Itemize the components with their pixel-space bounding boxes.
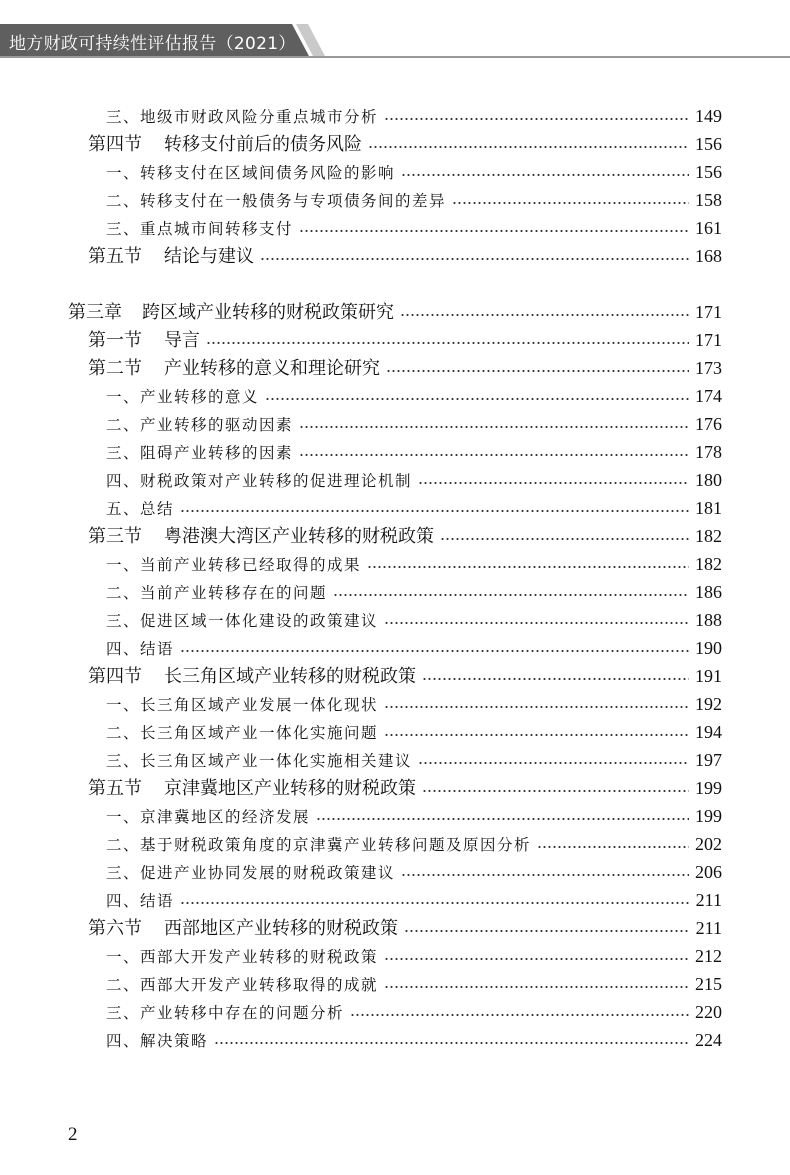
toc-entry-label: 四、结语	[106, 892, 175, 910]
dot-leader	[368, 146, 689, 148]
toc-entry-item	[0, 942, 790, 970]
toc-entry-item	[0, 634, 790, 662]
toc-entry-item	[0, 886, 790, 914]
toc-entry-title	[68, 299, 394, 327]
toc-entry-page: 206	[695, 862, 722, 882]
dot-leader	[180, 902, 690, 904]
toc-entry-label: 三、促进区域一体化建设的政策建议	[106, 612, 379, 630]
toc-entry-item	[0, 998, 790, 1026]
toc-entry-page: 194	[695, 722, 722, 742]
toc-entry-item	[0, 102, 790, 130]
dot-leader	[418, 482, 689, 484]
toc-entry-label: 跨区域产业转移的财税政策研究	[142, 302, 394, 323]
toc-entry-page: 211	[695, 890, 722, 910]
toc-entry-page: 211	[695, 918, 722, 938]
toc-entry-page: 171	[695, 330, 722, 350]
toc-entry-item	[0, 690, 790, 718]
dot-leader	[265, 398, 689, 400]
toc-entry-page: 197	[695, 750, 722, 770]
toc-entry-title	[106, 495, 174, 523]
dot-leader	[180, 510, 689, 512]
dot-leader	[384, 118, 689, 120]
toc-entry-page: 188	[695, 610, 722, 630]
toc-entry-number: 第四节	[88, 666, 142, 687]
toc-entry-label: 二、长三角区域产业一体化实施问题	[106, 724, 379, 742]
page-number: 2	[68, 1124, 78, 1145]
toc-entry-page: 212	[695, 946, 722, 966]
toc-entry-label: 一、当前产业转移已经取得的成果	[106, 556, 362, 574]
dot-leader	[367, 566, 689, 568]
toc-entry-title	[106, 1027, 208, 1055]
toc-entry-label: 二、基于财税政策角度的京津冀产业转移问题及原因分析	[106, 836, 532, 854]
toc-entry-title	[88, 915, 398, 943]
toc-entry-label: 五、总结	[106, 500, 175, 518]
toc-entry-label: 长三角区域产业转移的财税政策	[164, 666, 416, 687]
toc-entry-label: 三、产业转移中存在的问题分析	[106, 1004, 345, 1022]
toc-entry-number: 第三节	[88, 526, 142, 547]
dot-leader	[316, 818, 689, 820]
toc-entry-page: 178	[695, 442, 722, 462]
toc-entry-title	[106, 943, 378, 971]
toc-entry-section	[0, 354, 790, 382]
toc-entry-label: 四、结语	[106, 640, 175, 658]
toc-entry-label: 四、财税政策对产业转移的促进理论机制	[106, 472, 413, 490]
dot-leader	[404, 930, 690, 932]
toc-entry-title	[88, 663, 416, 691]
toc-entry-item	[0, 1026, 790, 1054]
toc-entry-title	[88, 523, 434, 551]
dot-leader	[299, 454, 689, 456]
dot-leader	[384, 622, 689, 624]
table-of-contents	[0, 102, 790, 1054]
toc-entry-page: 220	[695, 1002, 722, 1022]
toc-entry-item	[0, 970, 790, 998]
toc-entry-page: 158	[695, 190, 722, 210]
toc-entry-page: 168	[695, 246, 722, 266]
toc-entry-page: 182	[695, 526, 722, 546]
toc-entry-title	[106, 719, 378, 747]
toc-entry-page: 156	[695, 134, 722, 154]
toc-entry-number: 第六节	[88, 918, 142, 939]
toc-entry-page: 161	[695, 218, 722, 238]
toc-entry-section	[0, 326, 790, 354]
toc-entry-item	[0, 158, 790, 186]
toc-entry-label: 三、长三角区域产业一体化实施相关建议	[106, 752, 413, 770]
toc-entry-item	[0, 550, 790, 578]
toc-entry-label: 二、产业转移的驱动因素	[106, 416, 294, 434]
toc-entry-number: 第三章	[68, 302, 122, 323]
toc-entry-label: 一、产业转移的意义	[106, 388, 260, 406]
toc-entry-title	[106, 467, 412, 495]
toc-entry-item	[0, 746, 790, 774]
toc-entry-page: 156	[695, 162, 722, 182]
toc-entry-item	[0, 858, 790, 886]
toc-entry-title	[106, 607, 378, 635]
toc-entry-page: 190	[695, 638, 722, 658]
running-header-title: 地方财政可持续性评估报告（2021）	[9, 34, 296, 54]
toc-entry-label: 一、长三角区域产业发展一体化现状	[106, 696, 379, 714]
toc-entry-page: 171	[695, 302, 722, 322]
toc-entry-number: 第五节	[88, 246, 142, 267]
dot-leader	[440, 538, 689, 540]
toc-entry-item	[0, 606, 790, 634]
toc-entry-title	[106, 187, 446, 215]
toc-entry-item	[0, 802, 790, 830]
toc-entry-item	[0, 186, 790, 214]
toc-entry-page: 191	[695, 666, 722, 686]
toc-entry-item	[0, 438, 790, 466]
toc-entry-title	[106, 887, 174, 915]
toc-entry-title	[106, 439, 293, 467]
toc-entry-number: 第五节	[88, 778, 142, 799]
toc-entry-title	[106, 551, 361, 579]
dot-leader	[206, 342, 689, 344]
toc-entry-page: 180	[695, 470, 722, 490]
toc-entry-title	[106, 579, 327, 607]
toc-entry-page: 182	[695, 554, 722, 574]
toc-entry-number: 第二节	[88, 358, 142, 379]
dot-leader	[422, 790, 689, 792]
toc-entry-item	[0, 410, 790, 438]
toc-entry-label: 西部地区产业转移的财税政策	[164, 918, 398, 939]
toc-entry-title	[106, 635, 174, 663]
toc-entry-title	[88, 243, 254, 271]
toc-entry-number: 第四节	[88, 134, 142, 155]
toc-entry-section	[0, 774, 790, 802]
dot-leader	[350, 1014, 689, 1016]
toc-entry-label: 转移支付前后的债务风险	[164, 134, 362, 155]
toc-entry-section	[0, 522, 790, 550]
dot-leader	[418, 762, 689, 764]
dot-leader	[422, 678, 689, 680]
toc-entry-label: 四、解决策略	[106, 1032, 209, 1050]
toc-entry-section	[0, 914, 790, 942]
toc-entry-item	[0, 718, 790, 746]
toc-entry-label: 三、阻碍产业转移的因素	[106, 444, 294, 462]
dot-leader	[333, 594, 689, 596]
toc-entry-title	[106, 159, 395, 187]
toc-entry-label: 一、京津冀地区的经济发展	[106, 808, 311, 826]
toc-entry-item	[0, 214, 790, 242]
toc-entry-page: 215	[695, 974, 722, 994]
toc-entry-label: 二、转移支付在一般债务与专项债务间的差异	[106, 192, 447, 210]
toc-entry-label: 导言	[164, 330, 200, 351]
toc-entry-label: 一、西部大开发产业转移的财税政策	[106, 948, 379, 966]
toc-entry-title	[106, 999, 344, 1027]
toc-entry-label: 粤港澳大湾区产业转移的财税政策	[164, 526, 434, 547]
toc-entry-item	[0, 466, 790, 494]
toc-entry-item	[0, 578, 790, 606]
dot-leader	[260, 258, 689, 260]
toc-entry-label: 二、西部大开发产业转移取得的成就	[106, 976, 379, 994]
dot-leader	[384, 958, 689, 960]
toc-entry-title	[106, 803, 310, 831]
toc-entry-item	[0, 494, 790, 522]
dot-leader	[452, 202, 689, 204]
toc-entry-label: 一、转移支付在区域间债务风险的影响	[106, 164, 396, 182]
toc-entry-item	[0, 830, 790, 858]
toc-entry-title	[88, 327, 200, 355]
toc-entry-page: 186	[695, 582, 722, 602]
dot-leader	[386, 370, 689, 372]
toc-entry-item	[0, 382, 790, 410]
dot-leader	[299, 426, 689, 428]
toc-entry-section	[0, 662, 790, 690]
toc-entry-page: 224	[695, 1030, 722, 1050]
toc-entry-page: 173	[695, 358, 722, 378]
toc-entry-page: 202	[695, 834, 722, 854]
toc-entry-label: 三、促进产业协同发展的财税政策建议	[106, 864, 396, 882]
dot-leader	[299, 230, 689, 232]
dot-leader	[384, 734, 689, 736]
dot-leader	[384, 706, 689, 708]
toc-entry-title	[106, 103, 378, 131]
toc-entry-page: 192	[695, 694, 722, 714]
toc-entry-page: 199	[695, 778, 722, 798]
toc-entry-title	[106, 411, 293, 439]
toc-entry-title	[106, 831, 531, 859]
dot-leader	[401, 174, 689, 176]
toc-entry-label: 三、重点城市间转移支付	[106, 220, 294, 238]
toc-entry-label: 京津冀地区产业转移的财税政策	[164, 778, 416, 799]
toc-entry-chapter	[0, 298, 790, 326]
toc-entry-number: 第一节	[88, 330, 142, 351]
toc-entry-title	[88, 775, 416, 803]
toc-entry-page: 181	[695, 498, 722, 518]
dot-leader	[537, 846, 689, 848]
toc-entry-page: 149	[695, 106, 722, 126]
toc-entry-page: 174	[695, 386, 722, 406]
header-rule	[0, 56, 790, 58]
dot-leader	[180, 650, 689, 652]
toc-entry-label: 产业转移的意义和理论研究	[164, 358, 380, 379]
toc-entry-page: 199	[695, 806, 722, 826]
toc-entry-page: 176	[695, 414, 722, 434]
toc-entry-section	[0, 130, 790, 158]
toc-entry-title	[88, 355, 380, 383]
dot-leader	[384, 986, 689, 988]
toc-entry-title	[88, 131, 362, 159]
dot-leader	[401, 874, 689, 876]
toc-entry-title	[106, 691, 378, 719]
toc-entry-title	[106, 383, 259, 411]
toc-entry-title	[106, 971, 378, 999]
toc-entry-title	[106, 747, 412, 775]
toc-entry-label: 结论与建议	[164, 246, 254, 267]
dot-leader	[214, 1042, 689, 1044]
toc-entry-title	[106, 215, 293, 243]
toc-entry-section	[0, 242, 790, 270]
dot-leader	[400, 314, 689, 316]
toc-entry-label: 二、当前产业转移存在的问题	[106, 584, 328, 602]
toc-entry-label: 三、地级市财政风险分重点城市分析	[106, 108, 379, 126]
toc-entry-title	[106, 859, 395, 887]
